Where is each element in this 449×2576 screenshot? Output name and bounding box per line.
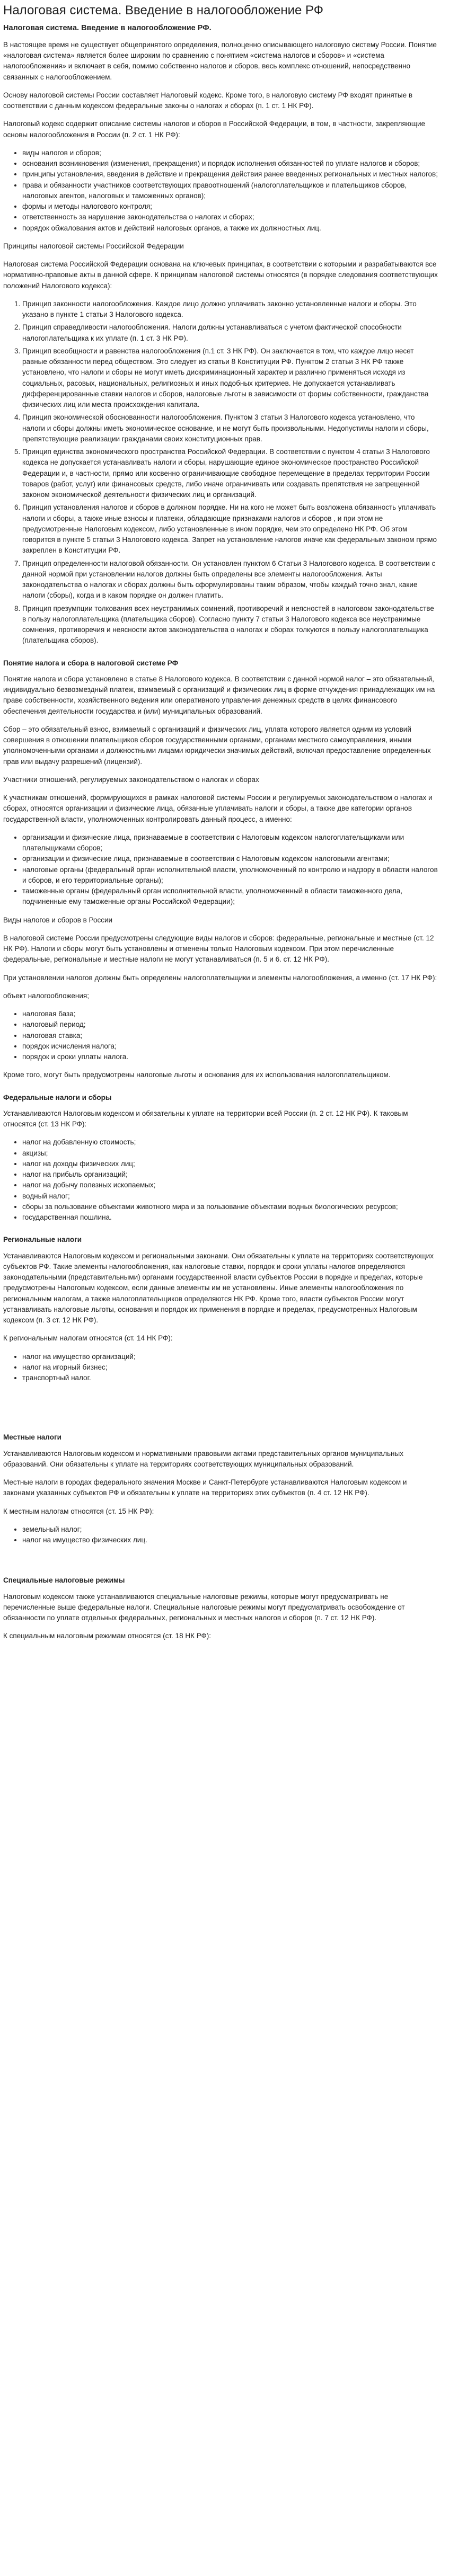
paragraph-concept-tax: Понятие налога и сбора установлено в статье 8 Налогового кодекса. В соответствии с данной нормой налог – это обязательный, индивидуально безвозмездный платеж, взимаемый с организаций и физических лиц в форме отчуждения принадлежащих им на праве собственности, хозяйственного ведения или оперативного управления денежных средств в целях финансового обеспечения деятельности государства и (или) муниципальных образований. (3, 674, 435, 715)
list-item: • налог на доходы физических лиц; (22, 1159, 439, 1169)
article-heading: Налоговая система. Введение в налогообложение РФ. (3, 24, 212, 33)
list-item: • водный налог; (22, 1191, 439, 1202)
list-item: 4. Принцип экономической обоснованности налогообложения. Пунктом 3 статьи 3 Налогового кодекса установлено, что налоги и сборы должны иметь экономическое основание, и не могут быть произвольными. Недопустимы налоги и сборы, препятствующие реализации гражданами своих конституционных прав. (22, 412, 439, 445)
principles-title: Принципы налоговой системы Российской Федерации (3, 242, 184, 250)
list-item: • налог на имущество физических лиц. (22, 1535, 439, 1545)
list-item: • организации и физические лица, признаваемые в соответствии с Налоговым кодексом налоговыми агентами; (22, 854, 439, 864)
list-item: 8. Принцип презумпции толкования всех неустранимых сомнений, противоречий и неясностей в налоговом законодательстве в пользу налогоплательщика (плательщика сборов). Согласно пункту 7 статьи 3 Налогового кодекса все неустранимые сомнения, противоречия и неясности актов законодательства о налогах и сборах толкуются в пользу налогоплательщика (плательщика сборов). (22, 603, 439, 646)
paragraph-basis: Основу налоговой системы России составляет Налоговый кодекс. Кроме того, в налоговую систему РФ входят принятые в соответствии с данным кодексом федеральные законы о налогах и сборах (п. 1 ст. 1 НК РФ). (3, 91, 412, 110)
section-heading-special: Специальные налоговые режимы (3, 1576, 125, 1585)
paragraph-regional: Устанавливаются Налоговым кодексом и региональными законами. Они обязательны к уплате на территориях соответствующих субъектов РФ. Такие элементы налогообложения, как налоговые ставки, порядок и сроки уплаты налогов определяются законодательными (представительными) органами государственной власти субъектов России в порядке и пределах, которые предусмотрены Налоговым кодексом, если данные элементы им не установлены. Иные элементы налогообложения по региональным налогам, а также налогоплательщиков определяются НК РФ. Кроме того, власти субъектов России могут устанавливать налоговые льготы, основания и порядок их применения в порядке и пределах, предусмотренных Налоговым кодексом (п. 3 ст. 12 НК РФ). (3, 1251, 434, 1325)
list-item: • права и обязанности участников соответствующих правоотношений (налогоплательщиков и плательщиков сборов, налоговых агентов, налоговых и таможенных органов); (22, 180, 439, 202)
paragraph-participants-intro: К участникам отношений, формирующихся в рамках налоговой системы России и регулируемых законодательством о налогах и сборах, относятся организации и физические лица, обязанные уплачивать налоги и сборы, а также две категории органов государственной власти, уполномоченных контролировать данный процесс, а именно: (3, 794, 433, 823)
list-item: • государственная пошлина. (22, 1212, 439, 1223)
elements-label: объект налогообложения; (3, 991, 89, 1000)
list-item: • налог на добычу полезных ископаемых; (22, 1180, 439, 1191)
list-item: • налоговые органы (федеральный орган исполнительной власти, уполномоченный по контролю и надзору в области налогов и сборов, и его территориальные органы); (22, 865, 439, 886)
paragraph-local-2: Местные налоги в городах федерального значения Москве и Санкт-Петербурге устанавливаются Налоговым кодексом и законами указанных субъектов РФ и обязательны к уплате на территориях этих субъектов (п. 4 ст. 12 НК РФ). (3, 1478, 407, 1497)
list-item: • виды налогов и сборов; (22, 148, 439, 158)
section-heading-regional: Региональные налоги (3, 1236, 82, 1244)
list-item: 1. Принцип законности налогообложения. Каждое лицо должно уплачивать законно установленные налоги и сборы. Это указано в пункте 1 статьи 3 Налогового кодекса. (22, 299, 439, 321)
paragraph-local-1: Устанавливаются Налоговым кодексом и нормативными правовыми актами представительных органов муниципальных образований. Они обязательны к уплате на территориях соответствующих муниципальных образований. (3, 1449, 403, 1468)
paragraph-code: Налоговый кодекс содержит описание системы налогов и сборов в Российской Федерации, в том, в частности, закрепляющие основы налогообложения в России (п. 2 ст. 1 НК РФ): (3, 120, 425, 139)
paragraph-intro: В настоящее время не существует общепринятого определения, полноценно описывающего налоговую систему России. Понятие «налоговая система» является более широким по сравнению с понятием «система налогов и сборов» и «система налогообложения» и включает в себя, помимо собственно налогов и сборов, весь комплекс отношений, непосредственно связанных с налогообложением. (3, 40, 437, 81)
list-item: • налоговый период; (22, 1019, 439, 1030)
list-item: • основания возникновения (изменения, прекращения) и порядок исполнения обязанностей по уплате налогов и сборов; (22, 158, 439, 169)
list-item: • порядок и сроки уплаты налога. (22, 1052, 439, 1062)
paragraph-regional-list: К региональным налогам относятся (ст. 14 НК РФ): (3, 1334, 173, 1343)
list-item: • земельный налог; (22, 1524, 439, 1535)
elements-list (3, 1009, 439, 1062)
paragraph-principles-intro: Налоговая система Российской Федерации основана на ключевых принципах, в соответствии с которыми и разрабатываются все нормативно-правовые акты в данной сфере. К принципам налоговой системы относятся (в порядке следования соответствующих положений Налогового кодекса): (3, 260, 438, 290)
list-item: • формы и методы налогового контроля; (22, 201, 439, 212)
local-list (3, 1524, 439, 1546)
list-item: • налог на имущество организаций; (22, 1352, 439, 1362)
principles-list (3, 299, 439, 646)
list-item: • налоговая ставка; (22, 1031, 439, 1041)
list-item: • сборы за пользование объектами животного мира и за пользование объектами водных биологических ресурсов; (22, 1202, 439, 1212)
paragraph-federal: Устанавливаются Налоговым кодексом и обязательны к уплате на территории всей России (п. 2 ст. 12 НК РФ). К таковым относятся (ст. 13 НК РФ): (3, 1109, 408, 1129)
paragraph-elements: При установлении налогов должны быть определены налогоплательщики и элементы налогообложения, а именно (ст. 17 НК РФ): (3, 973, 437, 982)
participants-list (3, 832, 439, 908)
section-heading-federal: Федеральные налоги и сборы (3, 1093, 112, 1102)
page-title: Налоговая система. Введение в налогообложение РФ (3, 3, 324, 17)
list-item: 5. Принцип единства экономического пространства Российской Федерации. В соответствии с пунктом 4 статьи 3 Налогового кодекса не допускается устанавливать налоги и сборы, нарушающие единое экономическое пространство Российской Федерации и, в частности, прямо или косвенно ограничивающие свободное перемещение в пределах территории России товаров (работ, услуг) или финансовых средств, либо иначе ограничивать или создавать препятствия не запрещенной законом экономической деятельности физических лиц и организаций. (22, 447, 439, 500)
list-item: • ответственность за нарушение законодательства о налогах и сборах; (22, 212, 439, 223)
paragraph-special: Налоговым кодексом также устанавливаются специальные налоговые режимы, которые могут предусматривать не перечисленные выше федеральные налоги. Специальные налоговые режимы могут предусматривать освобождение от обязанности по уплате отдельных федеральных, региональных и местных налогов и сборов (п. 7 ст. 12 НК РФ). (3, 1592, 405, 1622)
paragraph-benefits: Кроме того, могут быть предусмотрены налоговые льготы и основания для их использования налогоплательщиком. (3, 1071, 391, 1079)
code-items-list (3, 148, 439, 234)
list-item: 2. Принцип справедливости налогообложения. Налоги должны устанавливаться с учетом фактической способности налогоплательщика к их уплате (п. 1 ст. 3 НК РФ). (22, 322, 439, 344)
list-item: • транспортный налог. (22, 1373, 439, 1383)
list-item: • налоговая база; (22, 1009, 439, 1019)
list-item: • налог на игорный бизнес; (22, 1362, 439, 1373)
article (0, 2, 443, 1642)
list-item: • порядок исчисления налога; (22, 1041, 439, 1052)
section-heading-local: Местные налоги (3, 1433, 61, 1442)
kinds-title: Виды налогов и сборов в России (3, 916, 113, 924)
list-item: 3. Принцип всеобщности и равенства налогообложения (п.1 ст. 3 НК РФ). Он заключается в том, что каждое лицо несет равные обязанности перед обществом. Это следует из статьи 8 Конституции РФ. Пунктом 2 статьи 3 НК РФ также установлено, что налоги и сборы не могут иметь дискриминационный характер и различно применяться исходя из социальных, расовых, национальных, религиозных и иных подобных критериев. Не допускается устанавливать дифференцированные ставки налогов и сборов, налоговые льготы в зависимости от формы собственности, гражданства физических лиц или места происхождения капитала. (22, 346, 439, 411)
paragraph-concept-fee: Сбор – это обязательный взнос, взимаемый с организаций и физических лиц, уплата которого является одним из условий совершения в отношении плательщиков сборов государственными органами, органами местного самоуправления, иными уполномоченными органами и должностными лицами юридически значимых действий, включая предоставление определенных прав или выдачу разрешений (лицензий). (3, 725, 431, 766)
list-item: • таможенные органы (федеральный орган исполнительной власти, уполномоченный в области таможенного дела, подчиненные ему таможенные органы Российской Федерации); (22, 886, 439, 908)
federal-list (3, 1137, 439, 1223)
list-item: 6. Принцип установления налогов и сборов в должном порядке. Ни на кого не может быть возложена обязанность уплачивать налоги и сборы, а также иные взносы и платежи, обладающие признаками налогов и сборов , и при этом не предусмотренные Налоговым кодексом, либо установленные в ином порядке, чем это определено НК РФ. Об этом говорится в пункте 5 статьи 3 Налогового кодекса. Запрет на установление налогов иначе как федеральным законом прямо закреплен в Конституции РФ. (22, 502, 439, 556)
list-item: • акцизы; (22, 1148, 439, 1159)
paragraph-special-list: К специальным налоговым режимам относятся (ст. 18 НК РФ): (3, 1632, 212, 1640)
list-item: 7. Принцип определенности налоговой обязанности. Он установлен пунктом 6 Статьи 3 Налогового кодекса. В соответствии с данной нормой при установлении налогов должны быть определены все элементы налогообложения. Акты законодательства о налогах и сборах должны быть сформулированы таким образом, чтобы каждый точно знал, какие налоги (сборы), когда и в каком порядке он должен платить. (22, 558, 439, 601)
list-item: • организации и физические лица, признаваемые в соответствии с Налоговым кодексом налогоплательщиками или плательщиками сборов; (22, 832, 439, 854)
list-item: • налог на прибыль организаций; (22, 1169, 439, 1180)
participants-title: Участники отношений, регулируемых законодательством о налогах и сборах (3, 775, 259, 784)
list-item: • принципы установления, введения в действие и прекращения действия ранее введенных региональных и местных налогов; (22, 169, 439, 180)
paragraph-local-list: К местным налогам относятся (ст. 15 НК РФ): (3, 1507, 154, 1515)
regional-list (3, 1352, 439, 1384)
paragraph-kinds: В налоговой системе России предусмотрены следующие виды налогов и сборов: федеральные, региональные и местные (ст. 12 НК РФ). Налоги и сборы могут быть установлены и отменены только Налоговым кодексом. При этом перечисленные федеральные, региональные и местные налоги не могут устанавливаться (п. 5 и 6. ст. 12 НК РФ). (3, 934, 434, 964)
list-item: • порядок обжалования актов и действий налоговых органов, а также их должностных лиц. (22, 223, 439, 234)
section-heading-concept: Понятие налога и сбора в налоговой системе РФ (3, 659, 179, 667)
list-item: • налог на добавленную стоимость; (22, 1137, 439, 1148)
